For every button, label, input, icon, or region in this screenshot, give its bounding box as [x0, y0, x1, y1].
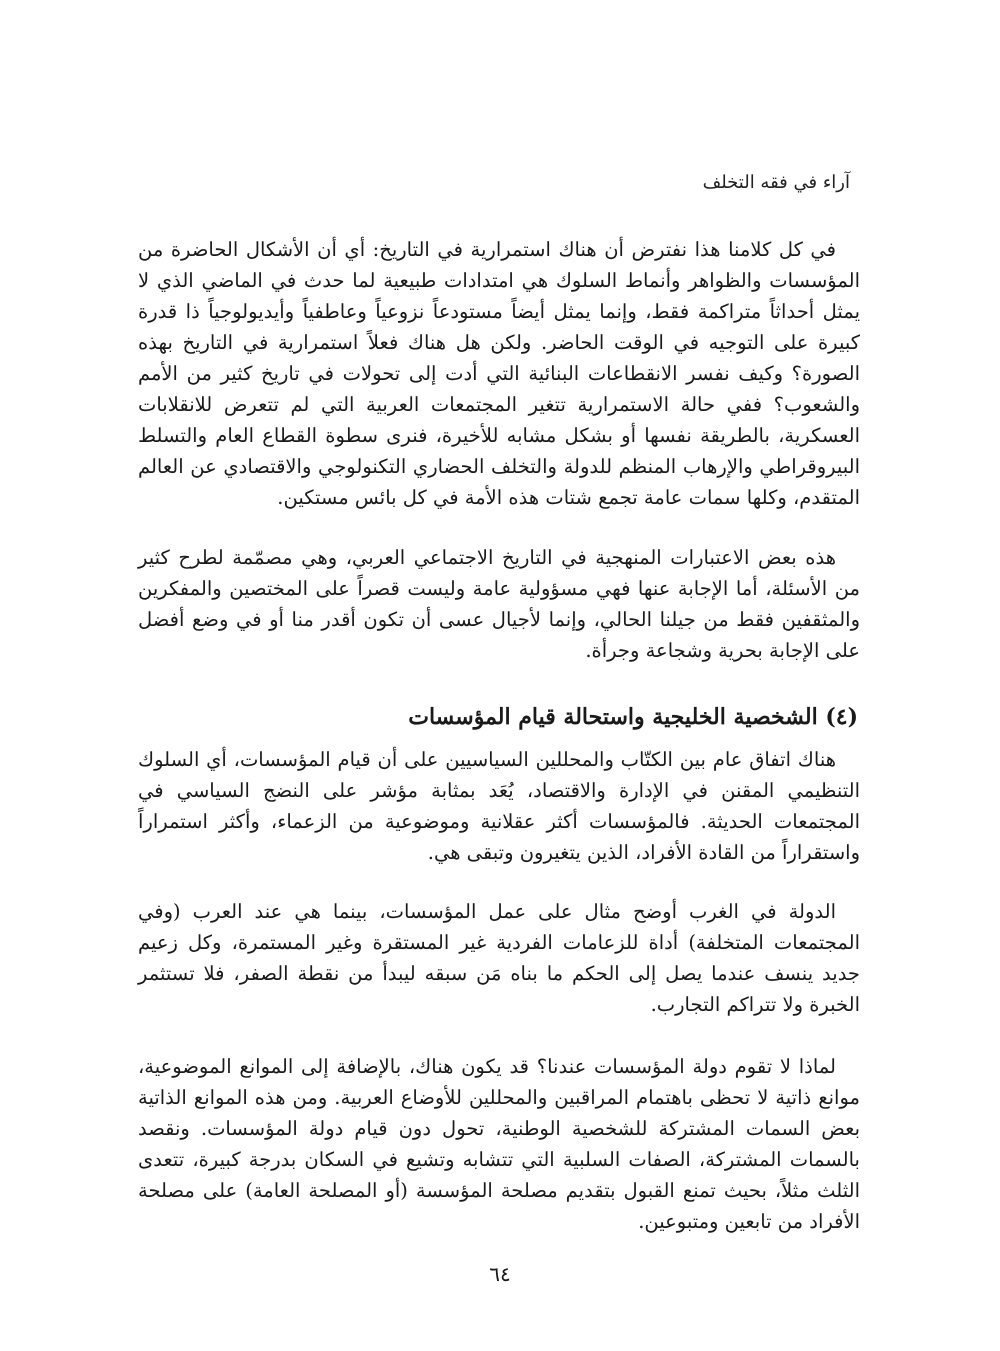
- paragraph-text: لماذا لا تقوم دولة المؤسسات عندنا؟ قد يكون هناك، بالإضافة إلى الموانع الموضوعية، موانع ذاتية لا تحظى باهتمام المراقبين والمحللين للأوضاع العربية. ومن هذه الموانع الذاتية بعض السمات المشتركة للشخصية الوطنية، تحول دون قيام دولة المؤسسات. ونقصد بالسمات المشتركة، الصفات السلبية التي تتشابه وتشيع في السكان بدرجة كبيرة، تتعدى الثلث مثلاً، بحيث تمنع القبول بتقديم مصلحة المؤسسة (أو المصلحة العامة) على مصلحة الأفراد من تابعين ومتبوعين.: [138, 1055, 860, 1233]
- paragraph-text: الدولة في الغرب أوضح مثال على عمل المؤسسات، بينما هي عند العرب (وفي المجتمعات المتخلفة) أداة للزعامات الفردية غير المستقرة وغير المستمرة، وكل زعيم جديد ينسف عندما يصل إلى الحكم ما بناه مَن سبقه ليبدأ من نقطة الصفر، فلا تستثمر الخبرة ولا تتراكم التجارب.: [138, 900, 860, 1016]
- paragraph-2: [138, 542, 860, 666]
- paragraph-text: هناك اتفاق عام بين الكتّاب والمحللين السياسيين على أن قيام المؤسسات، أي السلوك التنظيمي المقنن في الإدارة والاقتصاد، يُعَد بمثابة مؤشر على النضج السياسي في المجتمعات الحديثة. فالمؤسسات أكثر عقلانية وموضوعية من الزعماء، وأكثر استمراراً واستقراراً من القادة الأفراد، الذين يتغيرون وتبقى هي.: [138, 748, 860, 864]
- section-heading: (٤) الشخصية الخليجية واستحالة قيام المؤسسات: [408, 704, 858, 730]
- paragraph-1: [138, 234, 860, 513]
- page-number: ٦٤: [489, 1262, 511, 1286]
- paragraph-text: في كل كلامنا هذا نفترض أن هناك استمرارية في التاريخ: أي أن الأشكال الحاضرة من المؤسسات والظواهر وأنماط السلوك هي امتدادات طبيعية لما حدث في الماضي الذي لا يمثل أحداثاً متراكمة فقط، وإنما يمثل أيضاً مستودعاً نزوعياً وعاطفياً وأيديولوجياً ذا قدرة كبيرة على التوجيه في الوقت الحاضر. ولكن هل هناك فعلاً استمرارية في التاريخ بهذه الصورة؟ وكيف نفسر الانقطاعات البنائية التي أدت إلى تحولات في تاريخ كثير من الأمم والشعوب؟ ففي حالة الاستمرارية تتغير المجتمعات العربية التي لم تتعرض للانقلابات العسكرية، بالطريقة نفسها أو بشكل مشابه للأخيرة، فنرى سطوة القطاع العام والتسلط البيروقراطي والإرهاب المنظم للدولة والتخلف الحضاري التكنولوجي والاقتصادي عن العالم المتقدم، وكلها سمات عامة تجمع شتات هذه الأمة في كل بائس مستكين.: [138, 238, 860, 509]
- paragraph-text: هذه بعض الاعتبارات المنهجية في التاريخ الاجتماعي العربي، وهي مصمّمة لطرح كثير من الأسئلة، أما الإجابة عنها فهي مسؤولية عامة وليست قصراً على المختصين والمفكرين والمثقفين فقط من جيلنا الحالي، وإنما لأجيال عسى أن تكون أقدر منا أو في وضع أفضل على الإجابة بحرية وشجاعة وجرأة.: [138, 546, 860, 662]
- section-paragraph-1: [138, 744, 860, 868]
- running-title: آراء في فقه التخلف: [702, 172, 850, 193]
- section-paragraph-3: [138, 1051, 860, 1237]
- section-paragraph-2: [138, 896, 860, 1020]
